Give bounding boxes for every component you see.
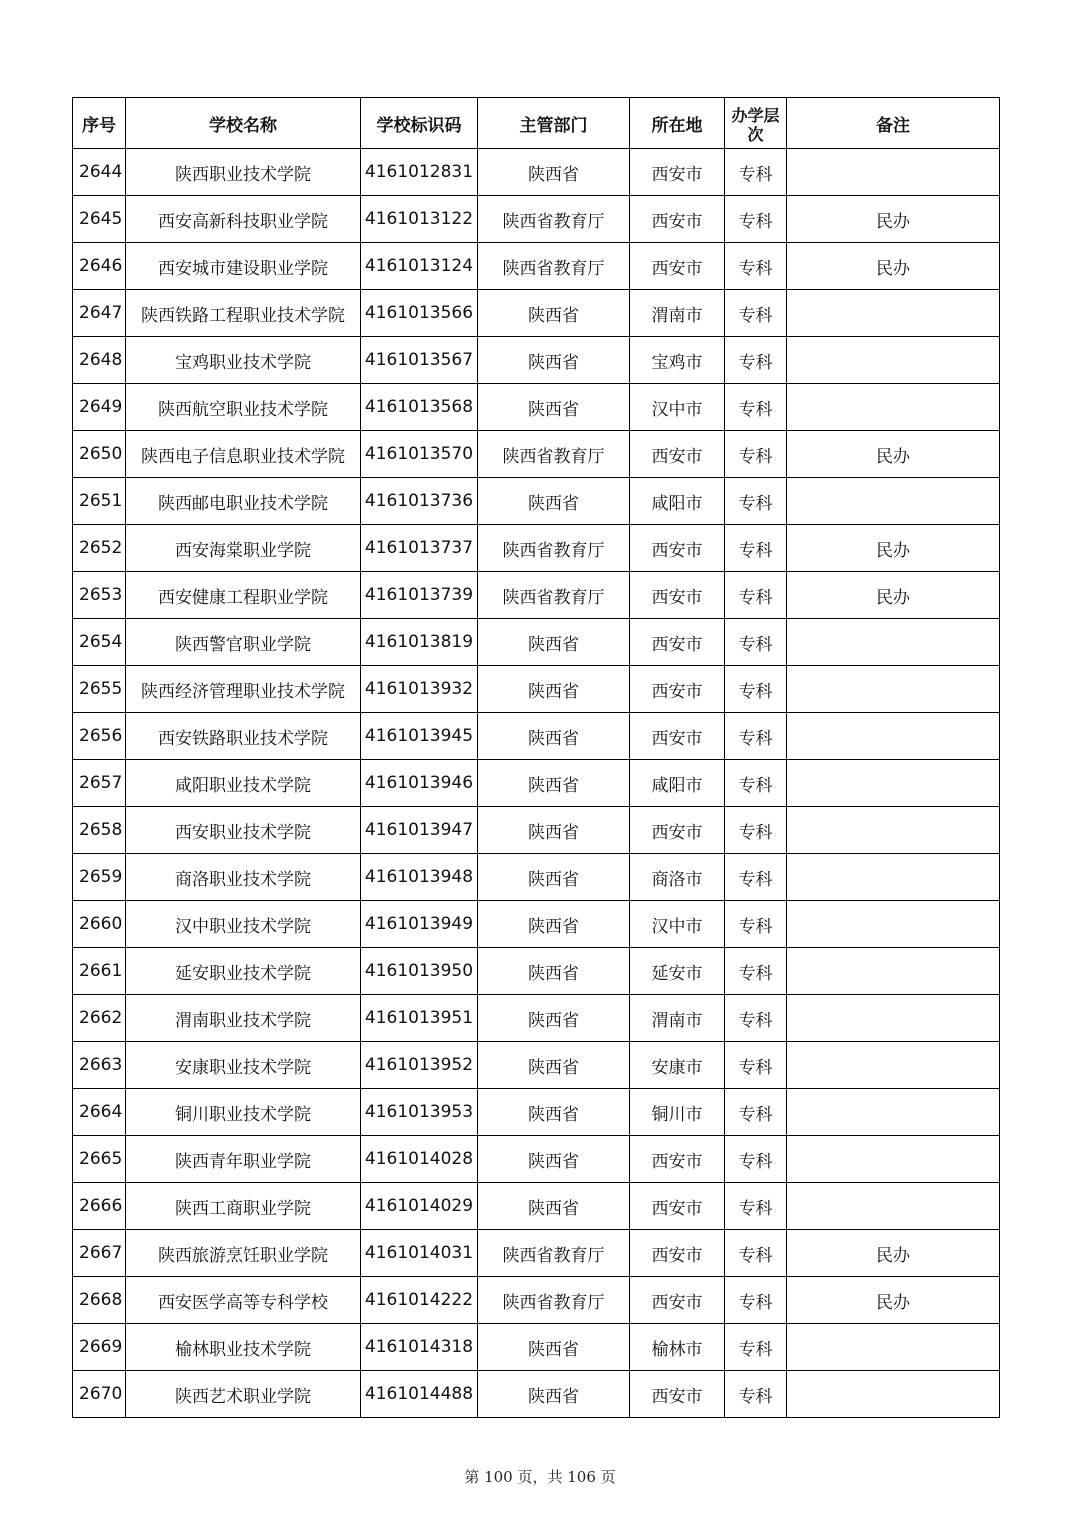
cell-seq: 2657 (73, 760, 126, 807)
cell-location: 咸阳市 (630, 478, 725, 525)
cell-remarks (787, 995, 1000, 1042)
cell-school-code: 4161013737 (361, 525, 478, 572)
cell-location: 铜川市 (630, 1089, 725, 1136)
header-remarks: 备注 (787, 98, 1000, 149)
cell-department: 陕西省 (478, 290, 630, 337)
cell-school-name: 陕西工商职业学院 (126, 1183, 361, 1230)
cell-location: 西安市 (630, 713, 725, 760)
cell-remarks (787, 1324, 1000, 1371)
cell-department: 陕西省 (478, 854, 630, 901)
header-seq: 序号 (73, 98, 126, 149)
cell-level: 专科 (725, 619, 787, 666)
cell-school-name: 陕西邮电职业技术学院 (126, 478, 361, 525)
cell-school-name: 西安健康工程职业学院 (126, 572, 361, 619)
cell-school-code: 4161013570 (361, 431, 478, 478)
cell-department: 陕西省教育厅 (478, 243, 630, 290)
cell-school-name: 陕西艺术职业学院 (126, 1371, 361, 1418)
cell-department: 陕西省 (478, 337, 630, 384)
cell-location: 延安市 (630, 948, 725, 995)
cell-seq: 2647 (73, 290, 126, 337)
cell-school-name: 延安职业技术学院 (126, 948, 361, 995)
cell-school-code: 4161013736 (361, 478, 478, 525)
table-row (73, 1230, 1000, 1277)
cell-school-code: 4161014222 (361, 1277, 478, 1324)
cell-school-code: 4161013122 (361, 196, 478, 243)
cell-school-name: 陕西青年职业学院 (126, 1136, 361, 1183)
table-row (73, 243, 1000, 290)
cell-school-code: 4161014488 (361, 1371, 478, 1418)
cell-seq: 2667 (73, 1230, 126, 1277)
cell-school-code: 4161014318 (361, 1324, 478, 1371)
table-row (73, 290, 1000, 337)
cell-level: 专科 (725, 995, 787, 1042)
table-row (73, 478, 1000, 525)
cell-location: 西安市 (630, 1136, 725, 1183)
cell-seq: 2649 (73, 384, 126, 431)
cell-department: 陕西省 (478, 1371, 630, 1418)
cell-department: 陕西省 (478, 1089, 630, 1136)
cell-department: 陕西省教育厅 (478, 196, 630, 243)
cell-remarks (787, 807, 1000, 854)
table-row (73, 995, 1000, 1042)
table-row (73, 901, 1000, 948)
cell-department: 陕西省 (478, 384, 630, 431)
cell-school-name: 西安医学高等专科学校 (126, 1277, 361, 1324)
cell-remarks: 民办 (787, 1277, 1000, 1324)
cell-location: 西安市 (630, 1277, 725, 1324)
cell-location: 宝鸡市 (630, 337, 725, 384)
cell-school-code: 4161014028 (361, 1136, 478, 1183)
cell-seq: 2665 (73, 1136, 126, 1183)
cell-level: 专科 (725, 1324, 787, 1371)
table-row (73, 807, 1000, 854)
cell-level: 专科 (725, 948, 787, 995)
cell-seq: 2648 (73, 337, 126, 384)
table-row (73, 337, 1000, 384)
cell-location: 西安市 (630, 243, 725, 290)
cell-level: 专科 (725, 572, 787, 619)
table-row (73, 1136, 1000, 1183)
cell-department: 陕西省 (478, 713, 630, 760)
cell-location: 西安市 (630, 666, 725, 713)
cell-level: 专科 (725, 807, 787, 854)
cell-remarks (787, 760, 1000, 807)
cell-school-code: 4161013953 (361, 1089, 478, 1136)
cell-department: 陕西省 (478, 619, 630, 666)
cell-remarks: 民办 (787, 1230, 1000, 1277)
cell-seq: 2644 (73, 149, 126, 196)
cell-level: 专科 (725, 525, 787, 572)
cell-location: 西安市 (630, 196, 725, 243)
cell-seq: 2669 (73, 1324, 126, 1371)
cell-remarks (787, 1089, 1000, 1136)
cell-seq: 2661 (73, 948, 126, 995)
cell-seq: 2650 (73, 431, 126, 478)
cell-remarks: 民办 (787, 431, 1000, 478)
cell-department: 陕西省 (478, 478, 630, 525)
cell-school-name: 商洛职业技术学院 (126, 854, 361, 901)
table-row (73, 1324, 1000, 1371)
cell-remarks (787, 854, 1000, 901)
header-level: 办学层次 (725, 98, 787, 149)
cell-level: 专科 (725, 1230, 787, 1277)
cell-seq: 2668 (73, 1277, 126, 1324)
cell-remarks: 民办 (787, 572, 1000, 619)
cell-school-name: 陕西经济管理职业技术学院 (126, 666, 361, 713)
cell-department: 陕西省教育厅 (478, 1277, 630, 1324)
cell-school-name: 宝鸡职业技术学院 (126, 337, 361, 384)
cell-level: 专科 (725, 713, 787, 760)
table-row (73, 948, 1000, 995)
table-row (73, 1089, 1000, 1136)
cell-seq: 2645 (73, 196, 126, 243)
cell-seq: 2662 (73, 995, 126, 1042)
cell-department: 陕西省 (478, 995, 630, 1042)
cell-location: 西安市 (630, 1230, 725, 1277)
cell-school-code: 4161012831 (361, 149, 478, 196)
cell-school-code: 4161013949 (361, 901, 478, 948)
cell-seq: 2666 (73, 1183, 126, 1230)
header-department: 主管部门 (478, 98, 630, 149)
cell-level: 专科 (725, 337, 787, 384)
cell-level: 专科 (725, 1277, 787, 1324)
cell-level: 专科 (725, 854, 787, 901)
cell-level: 专科 (725, 666, 787, 713)
cell-seq: 2664 (73, 1089, 126, 1136)
cell-seq: 2658 (73, 807, 126, 854)
cell-remarks: 民办 (787, 525, 1000, 572)
table-row (73, 525, 1000, 572)
table-row (73, 1277, 1000, 1324)
cell-school-name: 汉中职业技术学院 (126, 901, 361, 948)
cell-remarks (787, 1042, 1000, 1089)
table-row (73, 431, 1000, 478)
table-row (73, 384, 1000, 431)
cell-school-name: 榆林职业技术学院 (126, 1324, 361, 1371)
table-row (73, 619, 1000, 666)
cell-school-name: 咸阳职业技术学院 (126, 760, 361, 807)
cell-department: 陕西省 (478, 807, 630, 854)
table-row (73, 760, 1000, 807)
cell-seq: 2660 (73, 901, 126, 948)
cell-department: 陕西省教育厅 (478, 431, 630, 478)
cell-seq: 2646 (73, 243, 126, 290)
cell-department: 陕西省 (478, 149, 630, 196)
cell-school-name: 安康职业技术学院 (126, 1042, 361, 1089)
cell-location: 商洛市 (630, 854, 725, 901)
cell-school-code: 4161013566 (361, 290, 478, 337)
cell-location: 西安市 (630, 431, 725, 478)
cell-remarks: 民办 (787, 243, 1000, 290)
cell-level: 专科 (725, 760, 787, 807)
cell-level: 专科 (725, 1371, 787, 1418)
table-header-row (73, 98, 1000, 149)
cell-level: 专科 (725, 1089, 787, 1136)
cell-school-name: 陕西电子信息职业技术学院 (126, 431, 361, 478)
cell-seq: 2656 (73, 713, 126, 760)
cell-remarks (787, 666, 1000, 713)
cell-school-code: 4161013948 (361, 854, 478, 901)
cell-department: 陕西省 (478, 666, 630, 713)
cell-department: 陕西省 (478, 1183, 630, 1230)
cell-location: 西安市 (630, 807, 725, 854)
cell-school-name: 陕西铁路工程职业技术学院 (126, 290, 361, 337)
cell-school-code: 4161013819 (361, 619, 478, 666)
cell-location: 渭南市 (630, 995, 725, 1042)
cell-remarks (787, 713, 1000, 760)
cell-school-name: 西安职业技术学院 (126, 807, 361, 854)
cell-school-code: 4161013932 (361, 666, 478, 713)
cell-level: 专科 (725, 1183, 787, 1230)
cell-remarks (787, 384, 1000, 431)
cell-level: 专科 (725, 149, 787, 196)
cell-seq: 2654 (73, 619, 126, 666)
cell-remarks (787, 901, 1000, 948)
cell-location: 西安市 (630, 1371, 725, 1418)
cell-level: 专科 (725, 1136, 787, 1183)
cell-school-name: 陕西旅游烹饪职业学院 (126, 1230, 361, 1277)
cell-seq: 2653 (73, 572, 126, 619)
cell-location: 西安市 (630, 572, 725, 619)
cell-remarks (787, 1183, 1000, 1230)
cell-location: 西安市 (630, 149, 725, 196)
cell-location: 榆林市 (630, 1324, 725, 1371)
table-row (73, 149, 1000, 196)
cell-level: 专科 (725, 431, 787, 478)
table-row (73, 666, 1000, 713)
cell-school-name: 西安海棠职业学院 (126, 525, 361, 572)
cell-school-code: 4161014031 (361, 1230, 478, 1277)
page-footer: 第 100 页，共 106 页 (464, 1468, 616, 1486)
cell-department: 陕西省教育厅 (478, 572, 630, 619)
cell-school-name: 西安高新科技职业学院 (126, 196, 361, 243)
cell-school-name: 西安铁路职业技术学院 (126, 713, 361, 760)
cell-remarks (787, 1136, 1000, 1183)
cell-school-name: 铜川职业技术学院 (126, 1089, 361, 1136)
cell-school-code: 4161013567 (361, 337, 478, 384)
cell-level: 专科 (725, 478, 787, 525)
cell-remarks (787, 337, 1000, 384)
cell-location: 汉中市 (630, 384, 725, 431)
cell-level: 专科 (725, 901, 787, 948)
cell-department: 陕西省 (478, 760, 630, 807)
cell-school-code: 4161013951 (361, 995, 478, 1042)
table-body (73, 149, 1000, 1418)
cell-location: 西安市 (630, 525, 725, 572)
header-school-code: 学校标识码 (361, 98, 478, 149)
cell-school-code: 4161013950 (361, 948, 478, 995)
cell-seq: 2652 (73, 525, 126, 572)
cell-location: 汉中市 (630, 901, 725, 948)
cell-remarks (787, 290, 1000, 337)
cell-level: 专科 (725, 243, 787, 290)
cell-school-code: 4161013946 (361, 760, 478, 807)
table-row (73, 854, 1000, 901)
cell-department: 陕西省 (478, 1042, 630, 1089)
cell-school-name: 西安城市建设职业学院 (126, 243, 361, 290)
cell-remarks (787, 149, 1000, 196)
cell-level: 专科 (725, 1042, 787, 1089)
table-row (73, 1042, 1000, 1089)
cell-school-code: 4161013945 (361, 713, 478, 760)
cell-seq: 2659 (73, 854, 126, 901)
cell-seq: 2651 (73, 478, 126, 525)
header-school-name: 学校名称 (126, 98, 361, 149)
cell-location: 西安市 (630, 1183, 725, 1230)
cell-level: 专科 (725, 384, 787, 431)
table-row (73, 196, 1000, 243)
cell-school-code: 4161013952 (361, 1042, 478, 1089)
cell-seq: 2655 (73, 666, 126, 713)
cell-department: 陕西省 (478, 948, 630, 995)
cell-school-code: 4161013568 (361, 384, 478, 431)
cell-location: 咸阳市 (630, 760, 725, 807)
cell-school-name: 渭南职业技术学院 (126, 995, 361, 1042)
cell-school-name: 陕西航空职业技术学院 (126, 384, 361, 431)
cell-location: 安康市 (630, 1042, 725, 1089)
cell-department: 陕西省 (478, 1324, 630, 1371)
cell-remarks (787, 1371, 1000, 1418)
cell-department: 陕西省教育厅 (478, 525, 630, 572)
cell-department: 陕西省教育厅 (478, 1230, 630, 1277)
cell-level: 专科 (725, 290, 787, 337)
cell-location: 渭南市 (630, 290, 725, 337)
cell-seq: 2663 (73, 1042, 126, 1089)
table-row (73, 1183, 1000, 1230)
cell-department: 陕西省 (478, 1136, 630, 1183)
header-location: 所在地 (630, 98, 725, 149)
cell-school-name: 陕西警官职业学院 (126, 619, 361, 666)
cell-location: 西安市 (630, 619, 725, 666)
cell-remarks (787, 948, 1000, 995)
cell-school-name: 陕西职业技术学院 (126, 149, 361, 196)
cell-school-code: 4161013739 (361, 572, 478, 619)
cell-department: 陕西省 (478, 901, 630, 948)
cell-school-code: 4161014029 (361, 1183, 478, 1230)
cell-level: 专科 (725, 196, 787, 243)
school-list-table (72, 97, 1000, 1418)
cell-seq: 2670 (73, 1371, 126, 1418)
cell-remarks (787, 619, 1000, 666)
table-row (73, 1371, 1000, 1418)
cell-remarks: 民办 (787, 196, 1000, 243)
cell-school-code: 4161013947 (361, 807, 478, 854)
cell-remarks (787, 478, 1000, 525)
table-row (73, 713, 1000, 760)
cell-school-code: 4161013124 (361, 243, 478, 290)
table-row (73, 572, 1000, 619)
